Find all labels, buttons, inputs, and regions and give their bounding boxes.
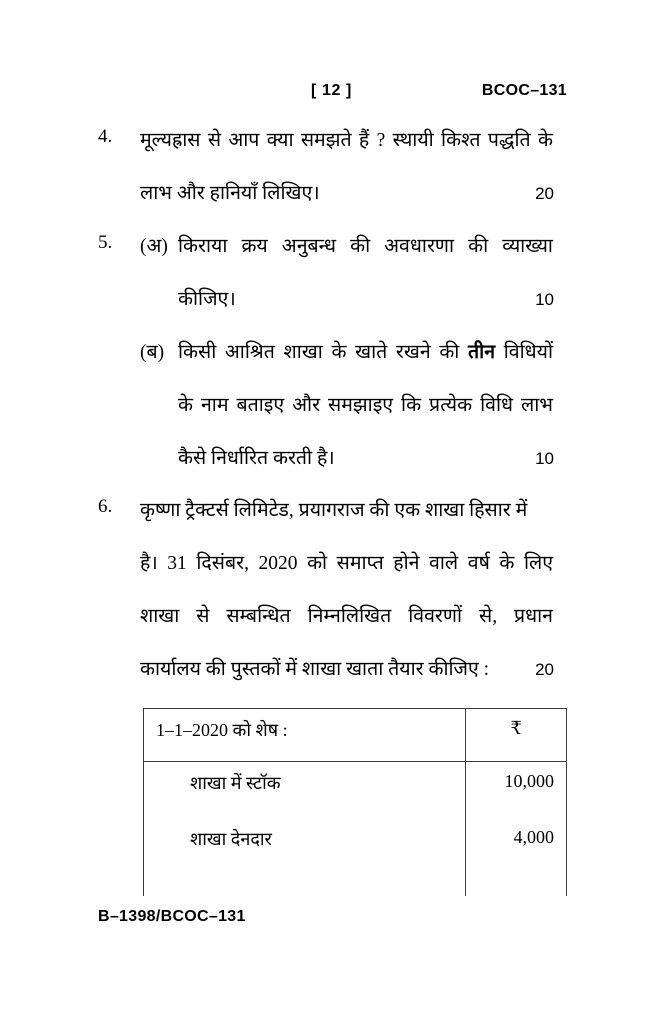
table-truncated-label-cell (144, 874, 466, 896)
question-6 (98, 496, 553, 708)
table-row-label: शाखा देनदार (144, 818, 466, 874)
question-6-line-1: कृष्णा ट्रैक्टर्स लिमिटेड, प्रयागराज की एक शाखा हिसार में (140, 500, 528, 521)
question-5-part-a-label: (अ) (140, 236, 168, 257)
table-row (144, 818, 566, 874)
question-4-number: 4. (98, 126, 113, 147)
question-5-part-b-line-2: के नाम बताइए और समझाइए कि प्रत्येक विधि लाभ (178, 395, 553, 416)
table-row-amount: 4,000 (513, 827, 554, 847)
question-6-number: 6. (98, 496, 113, 517)
question-6-marks: 20 (535, 660, 554, 679)
question-5-part-b-line-1: (ब) किसी आश्रित शाखा के खाते रखने की तीन विधियों (140, 338, 553, 391)
question-5-part-a-marks: 10 (535, 290, 554, 309)
table-row-amount: 10,000 (504, 771, 554, 791)
question-4-body (140, 126, 553, 232)
question-5-number: 5. (98, 232, 113, 253)
table-header-row (144, 709, 566, 762)
table-row-label: शाखा में स्टॉक (144, 762, 466, 818)
question-5-part-b-marks: 10 (535, 449, 554, 468)
page-number: [ 12 ] (311, 82, 352, 99)
question-6-line-2: है। 31 दिसंबर, 2020 को समाप्त होने वाले वर्ष के लिए (140, 553, 553, 574)
question-5 (98, 232, 553, 497)
question-5-body (140, 232, 553, 497)
table-truncated-row (144, 874, 566, 896)
question-6-body (140, 496, 553, 708)
question-4-line-2: लाभ और हानियाँ लिखिए। 20 (140, 179, 553, 232)
emphasized-word: तीन (468, 342, 496, 363)
table-row (144, 762, 566, 818)
paper-code: BCOC–131 (481, 82, 567, 99)
question-5-part-b-line-3: कैसे निर्धारित करती है। 10 (140, 444, 553, 497)
question-4-line-1: मूल्यह्रास से आप क्या समझते हैं ? स्थायी किश्त पद्धति के (140, 130, 553, 151)
question-6-line-3: शाखा से सम्बन्धित निम्नलिखित विवरणों से, प्रधान (140, 606, 553, 627)
table-header-label: 1–1–2020 को शेष : (144, 709, 466, 761)
question-4-marks: 20 (535, 184, 554, 203)
table-header-currency-symbol: ₹ (510, 718, 522, 738)
question-5-part-b-label: (ब) (140, 342, 165, 363)
page-footer: B–1398/BCOC–131 (98, 908, 246, 925)
question-4 (98, 126, 553, 232)
question-5-part-a-line-2: कीजिए। 10 (140, 285, 553, 338)
branch-account-table (143, 708, 567, 896)
page-header (0, 82, 663, 108)
table-truncated-amount-cell (466, 874, 566, 896)
question-5-part-a-line-1: (अ) किराया क्रय अनुबन्ध की अवधारणा की व्याख्या (140, 232, 553, 285)
question-6-line-4: कार्यालय की पुस्तकों में शाखा खाता तैयार कीजिए : 20 (140, 655, 553, 708)
